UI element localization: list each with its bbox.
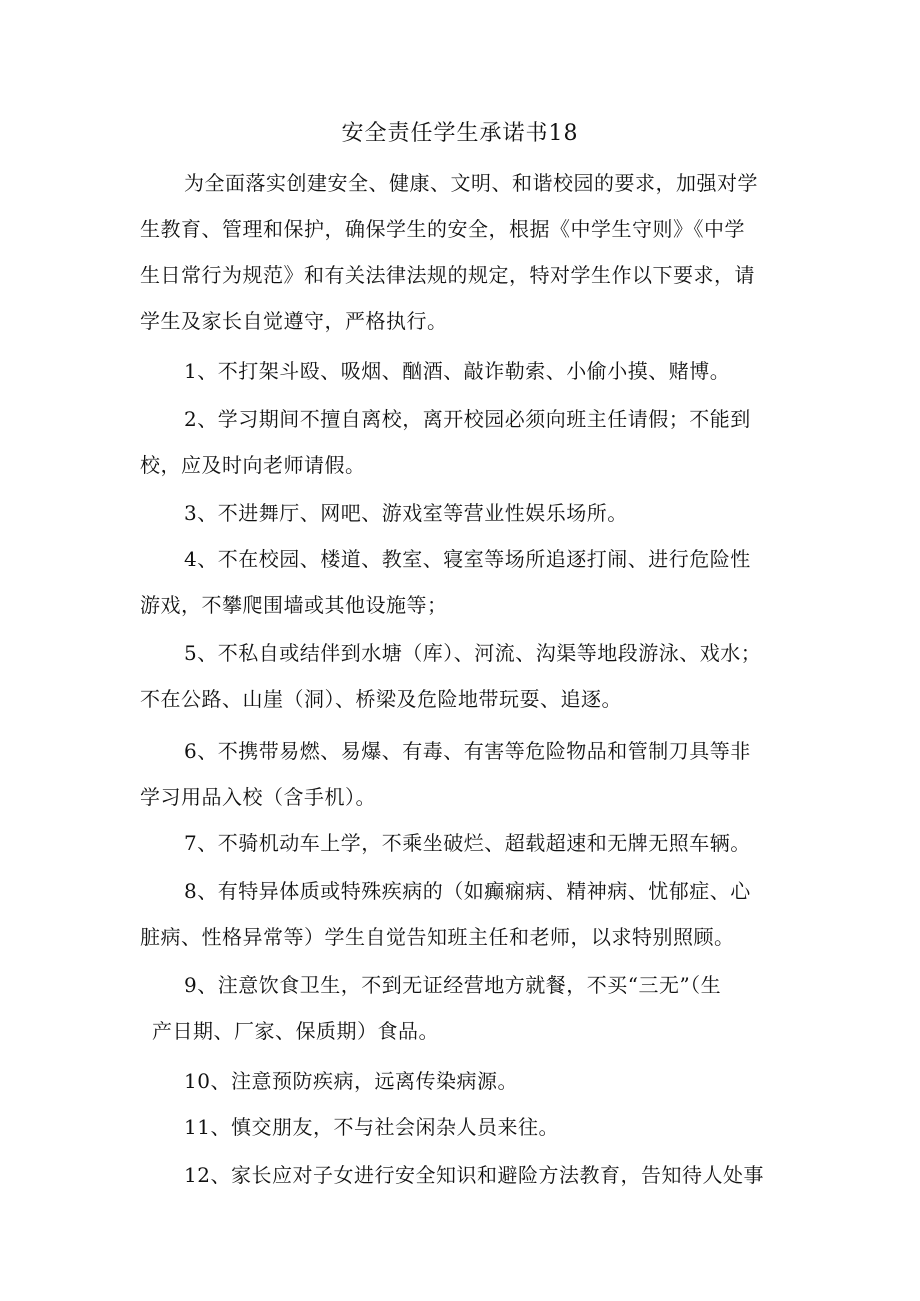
rule-5-line-1: 5、不私自或结伴到水塘（库）、河流、沟渠等地段游泳、戏水； <box>184 641 762 665</box>
intro-line-3: 生日常行为规范》和有关法律法规的规定，特对学生作以下要求，请 <box>140 263 755 287</box>
rule-12-line-1: 12、家长应对子女进行安全知识和避险方法教育，告知待人处事 <box>184 1163 764 1187</box>
rule-6-line-1: 6、不携带易燃、易爆、有毒、有害等危险物品和管制刀具等非 <box>184 739 751 763</box>
rule-1-line-1: 1、不打架斗殴、吸烟、酗酒、敲诈勒索、小偷小摸、赌博。 <box>184 359 731 383</box>
rule-6-line-2: 学习用品入校（含手机）。 <box>140 785 376 809</box>
rule-2-line-1: 2、学习期间不擅自离校，离开校园必须向班主任请假；不能到 <box>184 407 751 431</box>
rule-8-line-2: 脏病、性格异常等）学生自觉告知班主任和老师，以求特别照顾。 <box>140 925 735 949</box>
rule-4-line-2: 游戏，不攀爬围墙或其他设施等； <box>140 593 448 617</box>
document-title: 安全责任学生承诺书18 <box>341 121 579 146</box>
rule-9-line-2: 产日期、厂家、保质期）食品。 <box>152 1019 439 1043</box>
rule-4-line-1: 4、不在校园、楼道、教室、寝室等场所追逐打闹、进行危险性 <box>184 547 751 571</box>
rule-10-line-1: 10、注意预防疾病，远离传染病源。 <box>184 1069 518 1093</box>
intro-line-2: 生教育、管理和保护，确保学生的安全，根据《中学生守则》《中学 <box>140 217 745 241</box>
rule-9-line-1: 9、注意饮食卫生，不到无证经营地方就餐，不买“三无”（生 <box>184 973 722 997</box>
rule-3-line-1: 3、不进舞厅、网吧、游戏室等营业性娱乐场所。 <box>184 501 628 525</box>
rule-8-line-1: 8、有特异体质或特殊疾病的（如癫痫病、精神病、忧郁症、心 <box>184 879 751 903</box>
rule-7-line-1: 7、不骑机动车上学，不乘坐破烂、超载超速和无牌无照车辆。 <box>184 831 751 855</box>
rule-5-line-2: 不在公路、山崖（洞）、桥梁及危险地带玩耍、追逐。 <box>140 687 622 711</box>
intro-line-4: 学生及家长自觉遵守，严格执行。 <box>140 309 448 333</box>
rule-11-line-1: 11、慎交朋友，不与社会闲杂人员来往。 <box>184 1115 559 1139</box>
intro-line-1: 为全面落实创建安全、健康、文明、和谐校园的要求，加强对学 <box>184 171 758 195</box>
rule-2-line-2: 校，应及时向老师请假。 <box>140 453 366 477</box>
